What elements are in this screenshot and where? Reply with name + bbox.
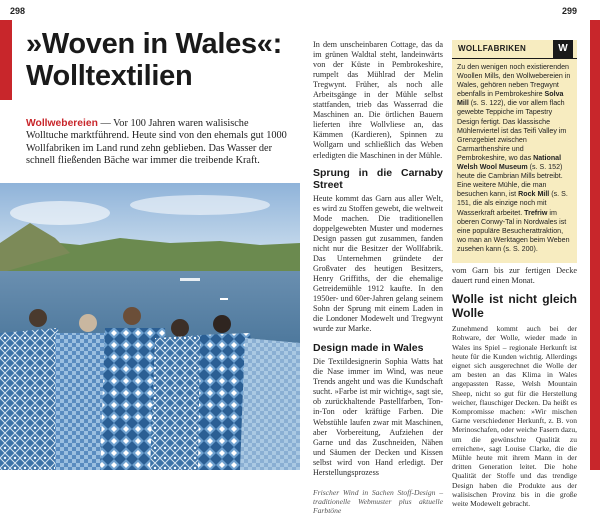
intro-lead: Wollwebereien	[26, 118, 98, 129]
box-text-4: (s. S. 151, die als einzige noch mit Wasserkraft arbeitet.	[457, 190, 568, 217]
box-bold-museum: National Welsh Wool Museum	[457, 153, 562, 172]
info-box-label: WOLLFABRIKEN	[458, 44, 527, 53]
box-text-1: Zu den wenigen noch existierenden Woollen Mills, den Wollwebereien in Wales, gehören neben Tregwynt ebenfalls in Pembrokeshire	[457, 63, 571, 99]
red-accent-bar	[0, 20, 12, 100]
intro-paragraph	[26, 118, 288, 167]
article-title: »Woven in Wales«: Wolltextilien	[26, 28, 282, 92]
page-number-right: 299	[562, 6, 578, 16]
box-text-5: im oberen Conwy-Tal in Nordwales ist eine populäre Besucherattraktion, wo man an Werktagen beim Weben zusehen kann (s. S. 200).	[457, 208, 570, 253]
photo-caption: Frischer Wind in Sachen Stoff-Design – traditionelle Webmuster plus aktuelle Farbtöne	[313, 487, 443, 515]
red-side-tab	[590, 20, 600, 470]
heading-wolle: Wolle ist nicht gleich Wolle	[452, 292, 577, 321]
right-para-1: vom Garn bis zur fertigen Decke dauert rund einen Monat.	[452, 266, 577, 286]
middle-para-3: Die Textildesignerin Sophia Watts hat die Nase immer im Wind, was neue Trends angeht und was die Kundschaft sucht. »Farbe ist mir wichtig«, sagt sie, ob zurückhaltende Pastellfarben, Ton-in-Ton oder kräftige Farben. Die Webstühle laufen zwar mit Maschinen, aber Vorbereitung, Aufziehen der Garne und das Zuschneiden, Nähen und Säumen der Decken und Kissen selbst wird von Hand erledigt. Der Herstellungsprozess	[313, 357, 443, 477]
wales-badge-icon: W	[553, 40, 573, 58]
middle-para-1: In dem unscheinbaren Cottage, das da im grünen Waldtal steht, landeinwärts von der Küste in Pembrokeshire, rumpelt das Mühlrad der Melin Tregwynt. Früher, als noch alle Arbeitsgänge in der Mühle selbst stattfanden, trieb das Wasserrad die Maschinen an. Die örtlichen Bauern lieferten ihre Wollvliese an, das Kämmen (Kardieren), Spinnen zu Wollgarn und schließlich das Weben erledigten die Maschinen in der Mühle.	[313, 40, 443, 160]
box-bold-trefriw: Trefriw	[524, 208, 548, 217]
page-number-left: 298	[10, 6, 26, 16]
intro-text: — Vor 100 Jahren waren walisische Wolltuche marktführend. Heute sind von den ehemals gut 1000 Wollfabriken im Land rund zehn geblieben. Das Wasser der schnell fließenden Bäche war immer die treibende Kraft.	[26, 118, 287, 166]
info-box-divider	[452, 58, 577, 59]
box-text-2: (s. S. 122), die vor allem flach gewebte Teppiche im Tapestry Design fertigt. Das klassische Mühlenviertel ist das Teifi Valley im Grenzgebiet zwischen Carmarthenshire und Pembrokeshire, wo das	[457, 99, 567, 162]
heading-design: Design made in Wales	[313, 342, 424, 355]
info-box-text	[457, 63, 573, 254]
woven-blankets-photo	[0, 183, 300, 470]
right-para-2: Zunehmend kommt auch bei der Rohware, der Wolle, wieder made in Wales ins Spiel – regionale Herkunft ist heute für die Kunden wichtig. Allerdings eignet sich ausgerechnet die Wolle der am besten an das Klima in Wales angepassten Rasse, Welsh Mountain Sheep, nicht so gut für die Herstellung weicher, flauschiger Decken. Da heißt es Kompromisse machen: »Wir mischen Garne verschiedener Herkunft, z. B. von Merinoschafen, oder weiche Fasern dazu, um die gewünschte Qualität zu erreichen«, sagt Louise Clarke, die die Mühle heute mit ihrem Mann in der dritten Generation leitet. Die hohe Qualität der Stoffe und das trendige Design haben die Produkte aus der walisischen Provinz bis in die große weite Modewelt gebracht.	[452, 324, 577, 508]
middle-column	[313, 40, 443, 515]
heading-carnaby: Sprung in die Carnaby Street	[313, 166, 443, 191]
info-box-header	[452, 40, 577, 58]
middle-para-2: Heute kommt das Garn aus aller Welt, es wird zu Stoffen gewebt, die weltweit Mode machen. Die traditionellen doppelgewebten Muster und modernes Design passen gut zusammen, fanden nicht nur die Besitzer der Wollfabrik. Das Unternehmen gründete der Großvater des heutigen Besitzers, Henry Griffiths, der die ehemalige Getreidemühle 1912 kaufte. In den 1950er- und 60er-Jahren gelang seinem Sohn der Sprung mit einem Laden in die Londoner Modewelt und Tregwynt wurde zur Marke.	[313, 193, 443, 334]
box-bold-solva: Solva Mill	[457, 90, 564, 108]
box-text-3: (s. S. 152) heute die Cambrian Mills betreibt. Eine weitere Mühle, die man besuchen kann, ist	[457, 163, 563, 199]
photo-illustration	[0, 183, 300, 470]
right-column	[452, 266, 577, 508]
box-bold-rockmill: Rock Mill	[518, 190, 550, 199]
